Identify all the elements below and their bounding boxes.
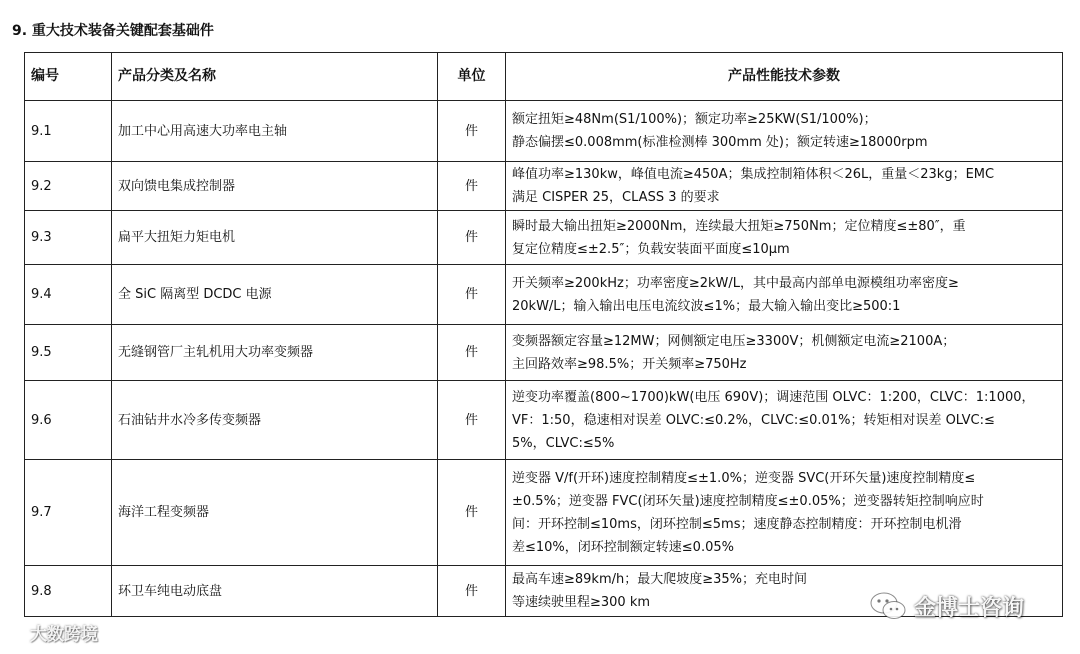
spec-line: 差≤10%，闭环控制额定转速≤0.05% xyxy=(512,539,734,555)
cell-unit: 件 xyxy=(438,460,506,566)
header-no: 编号 xyxy=(25,53,112,101)
spec-line: 最高车速≥89km/h；最大爬坡度≥35%；充电时间 xyxy=(512,572,808,587)
table-row xyxy=(25,265,1063,325)
spec-line: 变频器额定容量≥12MW；网侧额定电压≥3300V；机侧额定电流≥2100A； xyxy=(512,333,956,349)
spec-table xyxy=(24,52,1063,617)
wechat-icon xyxy=(868,590,908,622)
spec-line: VF：1:50，稳速相对误差 OLVC:≤0.2%，CLVC:≤0.01%；转矩相对误差 OLVC:≤ xyxy=(512,412,995,428)
cell-name: 石油钻井水冷多传变频器 xyxy=(112,381,438,460)
cell-no: 9.6 xyxy=(25,381,112,460)
spec-line: 满足 CISPER 25，CLASS 3 的要求 xyxy=(512,190,720,205)
cell-spec xyxy=(506,325,1063,381)
cell-unit: 件 xyxy=(438,566,506,617)
cell-unit: 件 xyxy=(438,211,506,265)
spec-line: 主回路效率≥98.5%；开关频率≥750Hz xyxy=(512,356,747,372)
table-row xyxy=(25,381,1063,460)
table-row xyxy=(25,325,1063,381)
cell-no: 9.7 xyxy=(25,460,112,566)
cell-no: 9.1 xyxy=(25,101,112,162)
cell-spec xyxy=(506,460,1063,566)
spec-line: 瞬时最大输出扭矩≥2000Nm，连续最大扭矩≥750Nm；定位精度≤±80″，重 xyxy=(512,218,966,234)
header-name: 产品分类及名称 xyxy=(112,53,438,101)
table-row xyxy=(25,460,1063,566)
cell-spec xyxy=(506,381,1063,460)
spec-line: ±0.5%；逆变器 FVC(闭环矢量)速度控制精度≤±0.05%；逆变器转矩控制响应时 xyxy=(512,493,984,509)
cell-no: 9.8 xyxy=(25,566,112,617)
spec-line: 复定位精度≤±2.5″；负载安装面平面度≤10μm xyxy=(512,241,790,257)
header-spec: 产品性能技术参数 xyxy=(506,53,1063,101)
watermark-left xyxy=(4,620,98,645)
cell-name: 海洋工程变频器 xyxy=(112,460,438,566)
cell-name: 无缝钢管厂主轧机用大功率变频器 xyxy=(112,325,438,381)
spec-line: 开关频率≥200kHz；功率密度≥2kW/L，其中最高内部单电源模组功率密度≥ xyxy=(512,275,959,291)
cell-name: 全 SiC 隔离型 DCDC 电源 xyxy=(112,265,438,325)
table-row xyxy=(25,211,1063,265)
cell-no: 9.4 xyxy=(25,265,112,325)
cell-spec xyxy=(506,162,1063,211)
cell-no: 9.3 xyxy=(25,211,112,265)
cell-spec xyxy=(506,211,1063,265)
table-header-row xyxy=(25,53,1063,101)
weibo-icon xyxy=(4,624,26,642)
cell-unit: 件 xyxy=(438,381,506,460)
spec-line: 逆变器 V/f(开环)速度控制精度≤±1.0%；逆变器 SVC(开环矢量)速度控制精度≤ xyxy=(512,470,976,486)
cell-name: 环卫车纯电动底盘 xyxy=(112,566,438,617)
cell-unit: 件 xyxy=(438,325,506,381)
spec-line: 逆变功率覆盖(800~1700)kW(电压 690V)；调速范围 OLVC：1:200，CLVC：1:1000， xyxy=(512,389,1035,405)
cell-no: 9.5 xyxy=(25,325,112,381)
cell-spec xyxy=(506,265,1063,325)
cell-unit: 件 xyxy=(438,265,506,325)
cell-unit: 件 xyxy=(438,162,506,211)
table-row xyxy=(25,162,1063,211)
spec-line: 5%，CLVC:≤5% xyxy=(512,435,615,451)
spec-line: 20kW/L；输入输出电压电流纹波≤1%；最大输入输出变比≥500:1 xyxy=(512,298,901,314)
watermark-left-text: 大数跨境 xyxy=(30,625,98,645)
spec-line: 等速续驶里程≥300 km xyxy=(512,595,651,610)
cell-unit: 件 xyxy=(438,101,506,162)
spec-line: 额定扭矩≥48Nm(S1/100%)；额定功率≥25KW(S1/100%)； xyxy=(512,112,877,127)
watermark-right-text: 金博士咨询 xyxy=(914,595,1025,621)
watermark-right xyxy=(868,590,1024,622)
table-row xyxy=(25,101,1063,162)
cell-no: 9.2 xyxy=(25,162,112,211)
spec-line: 静态偏摆≤0.008mm(标准检测棒 300mm 处)；额定转速≥18000rpm xyxy=(512,135,928,150)
spec-line: 间：开环控制≤10ms，闭环控制≤5ms；速度静态控制精度：开环控制电机滑 xyxy=(512,516,962,532)
cell-name: 加工中心用高速大功率电主轴 xyxy=(112,101,438,162)
spec-line: 峰值功率≥130kw，峰值电流≥450A；集成控制箱体积＜26L，重量＜23kg；EMC xyxy=(512,167,995,182)
section-title: 9. 重大技术装备关键配套基础件 xyxy=(12,23,214,39)
cell-spec xyxy=(506,101,1063,162)
header-unit: 单位 xyxy=(438,53,506,101)
cell-name: 双向馈电集成控制器 xyxy=(112,162,438,211)
cell-name: 扁平大扭矩力矩电机 xyxy=(112,211,438,265)
